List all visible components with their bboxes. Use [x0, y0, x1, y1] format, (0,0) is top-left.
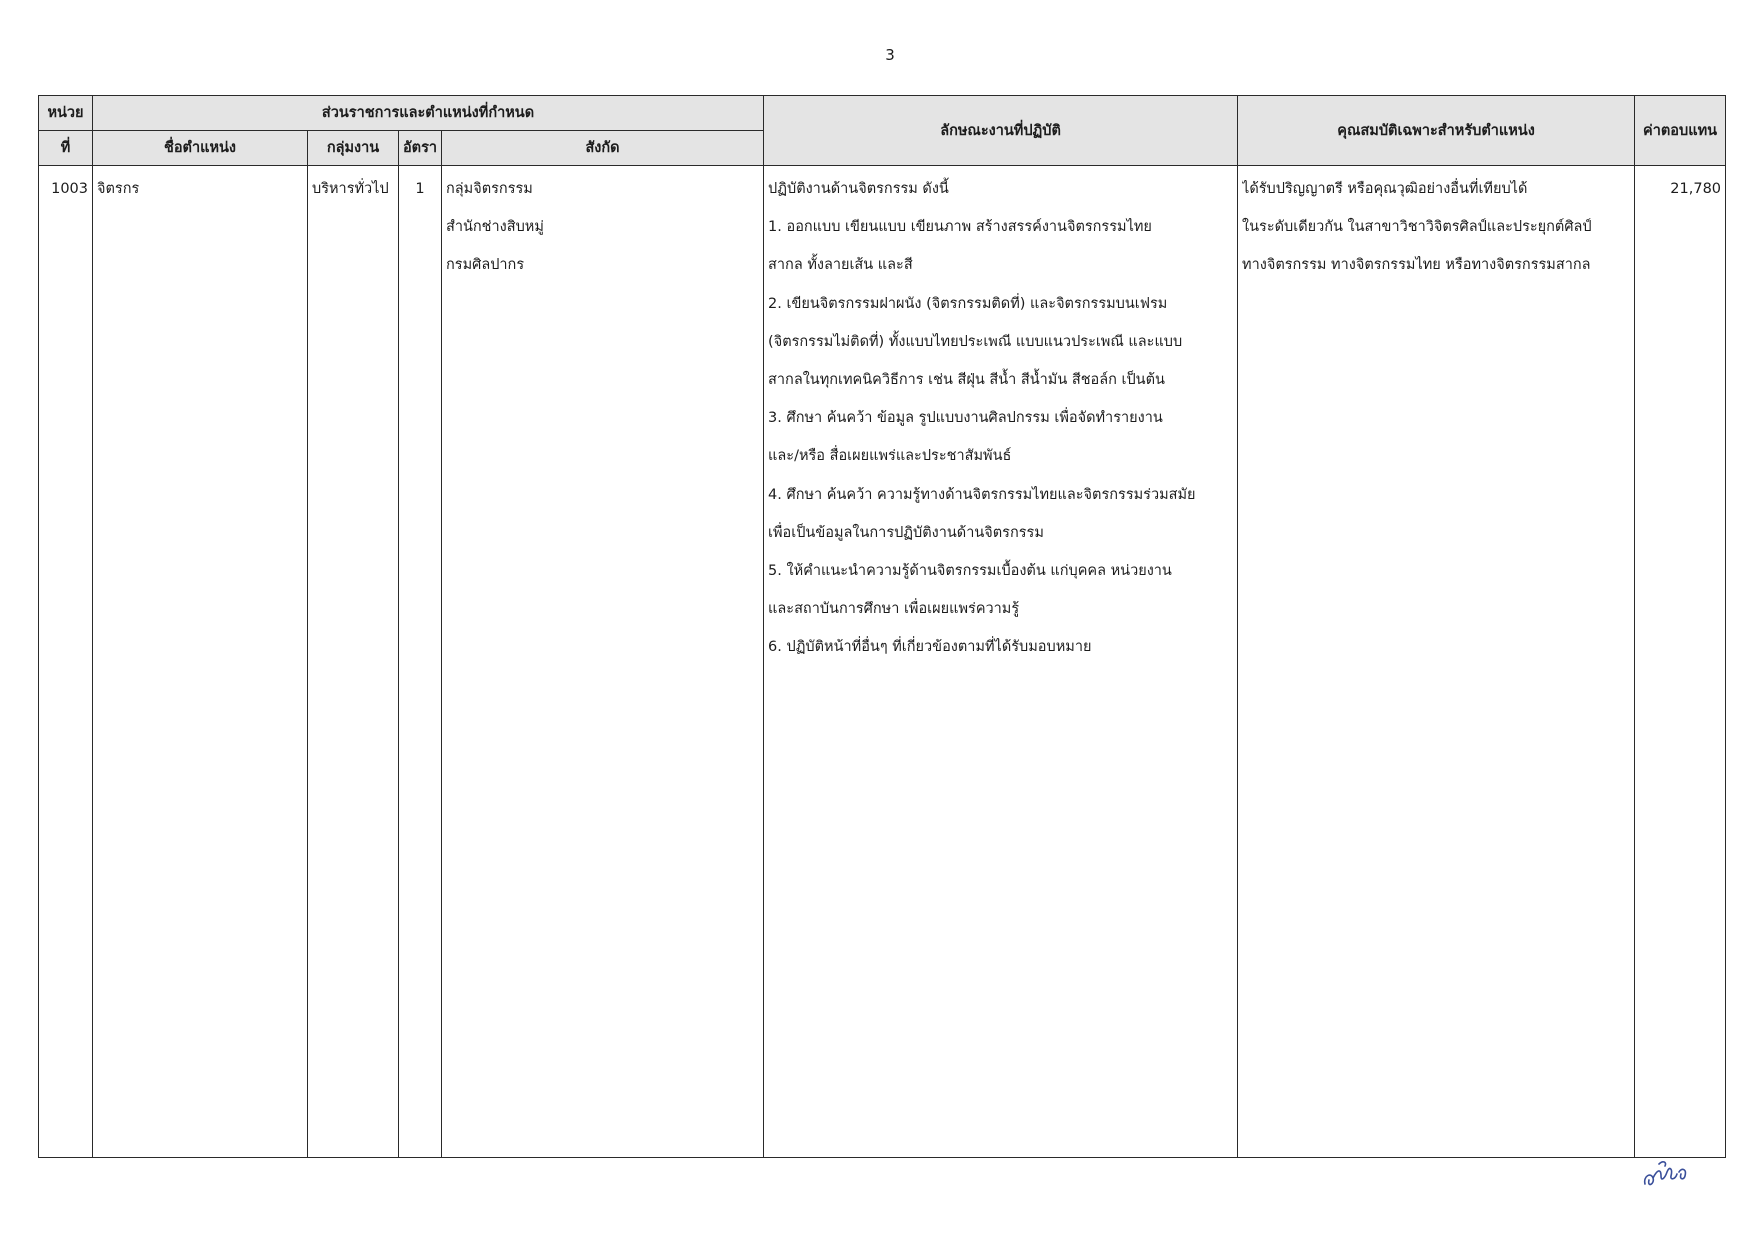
job-line: 6. ปฏิบัติหน้าที่อื่นๆ ที่เกี่ยวข้องตามที่ได้รับมอบหมาย: [768, 639, 1092, 656]
qualifications-cell: [1238, 166, 1635, 1158]
affiliation-cell: [442, 166, 764, 1158]
header-job-description: ลักษณะงานที่ปฏิบัติ: [764, 96, 1238, 166]
header-affiliation: สังกัด: [442, 131, 764, 166]
header-position-name: ชื่อตำแหน่ง: [93, 131, 308, 166]
job-line: 5. ให้คำแนะนำความรู้ด้านจิตรกรรมเบื้องต้น แก่บุคคล หน่วยงาน: [768, 563, 1172, 580]
affiliation-line: กรมศิลปากร: [446, 257, 525, 274]
job-line: 2. เขียนจิตรกรรมฝาผนัง (จิตรกรรมติดที่) และจิตรกรรมบนเฟรม: [768, 295, 1168, 312]
job-line: เพื่อเป็นข้อมูลในการปฏิบัติงานด้านจิตรกรรม: [768, 524, 1044, 541]
job-line: (จิตรกรรมไม่ติดที่) ทั้งแบบไทยประเพณี แบบแนวประเพณี และแบบ: [768, 333, 1183, 350]
header-qualifications: คุณสมบัติเฉพาะสำหรับตำแหน่ง: [1238, 96, 1635, 166]
job-line: ปฏิบัติงานด้านจิตรกรรม ดังนี้: [768, 181, 949, 197]
job-description-cell: [764, 166, 1238, 1158]
work-group-cell: บริหารทั่วไป: [308, 166, 399, 1158]
qualification-line: ทางจิตรกรรม ทางจิตรกรรมไทย หรือทางจิตรกรรมสากล: [1242, 257, 1591, 274]
header-rate: อัตรา: [399, 131, 442, 166]
rate-cell: 1: [399, 166, 442, 1158]
unit-no-cell: 1003: [39, 166, 93, 1158]
header-work-group: กลุ่มงาน: [308, 131, 399, 166]
header-compensation: ค่าตอบแทน: [1635, 96, 1726, 166]
position-name-cell: จิตรกร: [93, 166, 308, 1158]
job-line: 1. ออกแบบ เขียนแบบ เขียนภาพ สร้างสรรค์งานจิตรกรรมไทย: [768, 219, 1152, 236]
qualification-line: ในระดับเดียวกัน ในสาขาวิชาวิจิตรศิลป์และประยุกต์ศิลป์: [1242, 219, 1592, 236]
job-line: สากล ทั้งลายเส้น และสี: [768, 257, 913, 274]
handwritten-signature-icon: [1639, 1158, 1693, 1190]
job-line: และ/หรือ สื่อเผยแพร่และประชาสัมพันธ์: [768, 448, 1012, 465]
job-line: และสถาบันการศึกษา เพื่อเผยแพร่ความรู้: [768, 601, 1020, 618]
table-row: [39, 166, 1726, 1158]
position-table: [38, 95, 1726, 1158]
compensation-cell: 21,780: [1635, 166, 1726, 1158]
qualification-line: ได้รับปริญญาตรี หรือคุณวุฒิอย่างอื่นที่เทียบได้: [1242, 181, 1528, 197]
affiliation-line: กลุ่มจิตรกรรม: [446, 181, 533, 197]
affiliation-line: สำนักช่างสิบหมู่: [446, 219, 544, 236]
page-number: 3: [885, 46, 895, 64]
header-group: ส่วนราชการและตำแหน่งที่กำหนด: [93, 96, 764, 131]
job-line: 3. ศึกษา ค้นคว้า ข้อมูล รูปแบบงานศิลปกรรม เพื่อจัดทำรายงาน: [768, 410, 1163, 427]
job-line: 4. ศึกษา ค้นคว้า ความรู้ทางด้านจิตรกรรมไทยและจิตรกรรมร่วมสมัย: [768, 486, 1196, 503]
header-unit-no-top: หน่วย: [39, 96, 93, 131]
header-unit-no-bottom: ที่: [39, 131, 93, 166]
job-line: สากลในทุกเทคนิควิธีการ เช่น สีฝุ่น สีน้ำ สีน้ำมัน สีชอล์ก เป็นต้น: [768, 372, 1165, 389]
